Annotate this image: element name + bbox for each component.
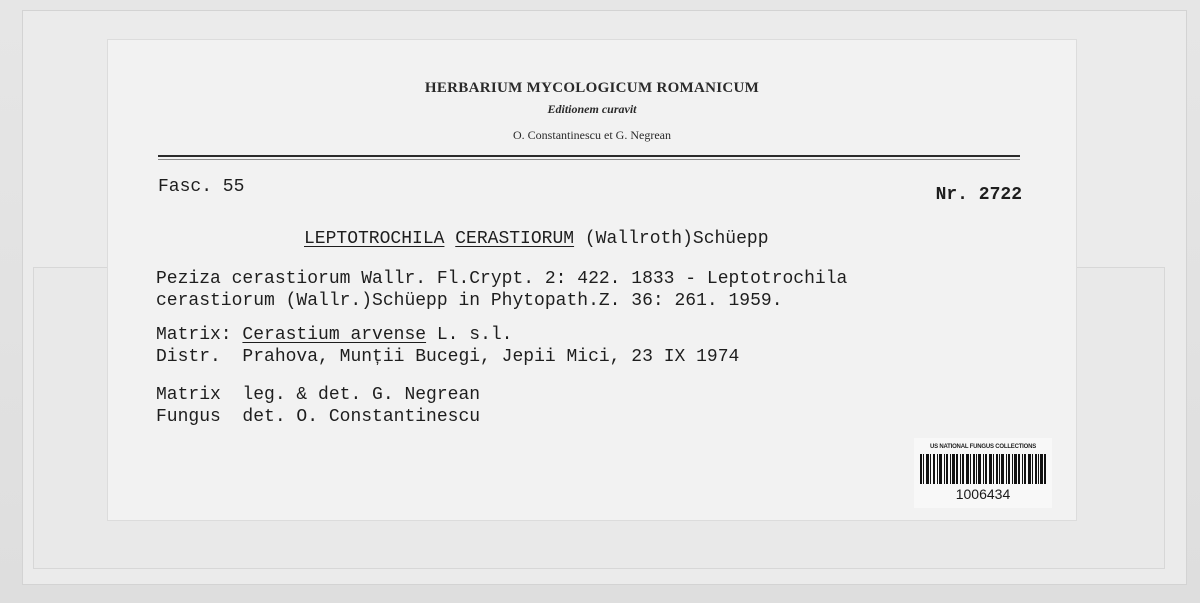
collector-line <box>156 384 480 406</box>
edition-line: Editionem curavit <box>547 102 637 116</box>
barcode-label <box>914 438 1052 508</box>
matrix-line <box>156 324 512 346</box>
institution-heading: HERBARIUM MYCOLOGICUM ROMANICUM <box>424 80 760 96</box>
specimen-label <box>108 40 1076 520</box>
taxon-epithet: CERASTIORUM <box>455 229 575 249</box>
taxon-name <box>304 228 769 250</box>
matrix-host: Cerastium arvense <box>242 325 427 345</box>
fungus-label: Fungus <box>156 407 243 427</box>
matrix-host-authority: L. s.l. <box>426 325 513 345</box>
synonymy-line-2: cerastiorum (Wallr.)Schüepp in Phytopath.Z. 36: 261. 1959. <box>156 291 783 311</box>
barcode-bars <box>920 454 1046 484</box>
fascicle-number: Fasc. 55 <box>158 177 245 197</box>
taxon-genus: LEPTOTROCHILA <box>304 229 445 249</box>
collector-label: Matrix <box>156 385 243 405</box>
taxon-authority: (Wallroth)Schüepp <box>574 229 769 249</box>
distribution-value: Prahova, Munții Bucegi, Jepii Mici, 23 IX 1974 <box>242 347 740 367</box>
distribution-label: Distr. <box>156 347 243 367</box>
fungus-value: det. O. Constantinescu <box>242 407 481 427</box>
collector-value: leg. & det. G. Negrean <box>242 385 481 405</box>
fungus-line <box>156 406 480 428</box>
header-rule <box>158 155 1020 157</box>
matrix-label: Matrix: <box>156 325 243 345</box>
synonymy-line-1: Peziza cerastiorum Wallr. Fl.Crypt. 2: 422. 1833 - Leptotrochila <box>156 269 848 289</box>
header-rule-thin <box>158 159 1020 160</box>
exsiccata-number: Nr. 2722 <box>935 185 1022 205</box>
distribution-line <box>156 346 739 368</box>
barcode-number: 1006434 <box>955 486 1011 502</box>
editors-line: O. Constantinescu et G. Negrean <box>513 128 671 142</box>
barcode-collection-name: US NATIONAL FUNGUS COLLECTIONS <box>929 444 1037 450</box>
